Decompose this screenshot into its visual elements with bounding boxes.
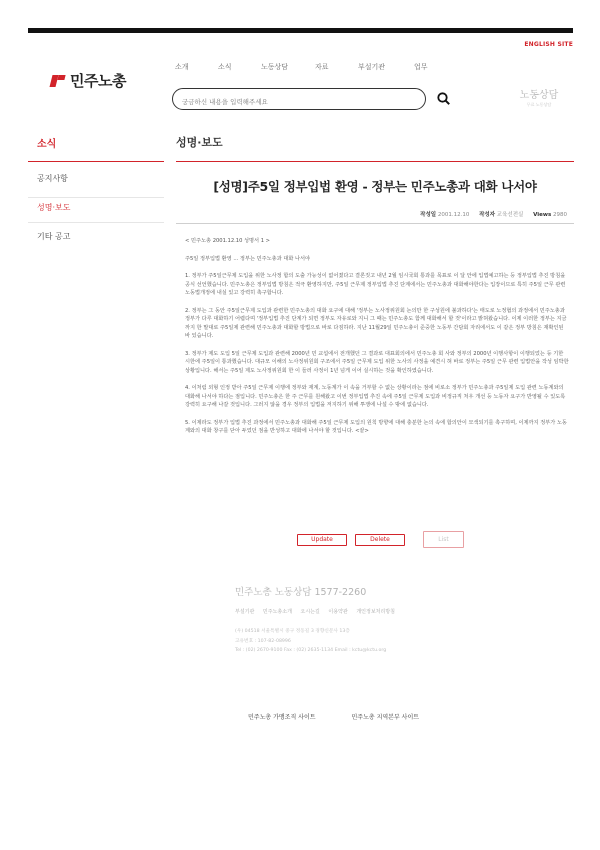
nav-item-work[interactable]: 업무 [414,63,428,71]
footer-link-about[interactable]: 민주노총소개 [262,609,292,615]
list-button[interactable]: List [423,531,464,548]
search-icon[interactable] [437,92,450,105]
article-author: 교육선전실 [496,212,524,218]
sidebar-title: 소식 [37,139,57,150]
sidebar-menu [37,173,70,260]
footer-link-terms[interactable]: 이용약관 [328,609,348,615]
labor-consult-subtitle: 무료 노동상담 [526,102,552,107]
meta-divider [176,223,574,224]
site-logo[interactable] [51,70,126,91]
article-paragraph: 5. 이제라도 정부가 입법 추진 과정에서 민주노총과 대화해 주5일 근무제 도입의 원칙 방향에 대해 충분한 논의 속에 합의안이 모색되기를 촉구하며, 이제까지 정부가 노동계와의 대화 창구를 닫아 두었던 점을 반성하고 대화에 나서야 할 것입니다. <끝> [185,419,567,434]
article-body [185,237,569,445]
article-date: 2001.12.10 [437,212,470,218]
footer-link-affiliates[interactable]: 부설기관 [235,609,255,615]
footer [235,584,402,656]
footer-link-directions[interactable]: 오시는길 [300,609,320,615]
english-site-link[interactable]: ENGLISH SITE [524,41,573,48]
article-paragraph: 1. 정부가 주5일근무제 도입을 위한 노사정 합의 도출 가능성이 없어졌다고 결론짓고 내년 2월 임시국회 통과를 목표로 이 달 안에 입법예고하는 등 정부입법 추진 방침을 공식 선언했습니다. 민주노총은 정부입법 방침은 적극 환영하지만, 주5일 근무제 정부입법 추진 단계에서는 민주노총과 대화해야한다는 입장이므로 특히 주5일 근무 관련 노동법개정에 내실 있고 강력히 촉구합니다. [185,273,566,296]
search-box [172,88,426,110]
date-label: 작성일 [420,212,437,218]
article-paragraph: 2. 정부는 그 동안 주5일근무제 도입과 관련한 민주노총의 대화 요구에 대해 '정부는 노사정위원회 논의만 한 구성원에 불과하다'는 태도로 노정협의 과정에서 민주노총과 정부가 다루 대화하기 어렵다며 '정부입법 추진 단계가 되면 정부도 자유로와 지니 그 때는 민주노총도 함께 대화해서 할 것'이라고 밝혀왔습니다. 이제 이러한 정부는 지금까지 한 말대로 주5일제 관련해 민주노총과 대화할 방법으로 바로 다짐하라. 지난 11월29일 민주노총이 준중한 노동부 간담회 자리에서도 이 같은 정부 방침은 재확인된 바 있습니다. [185,307,567,339]
nav-item-affiliates[interactable]: 부설기관 [358,63,386,71]
article-meta [420,210,567,218]
affiliate-sites-link[interactable]: 민주노총 가맹조직 사이트 [248,714,316,721]
labor-consult-button[interactable] [514,86,564,108]
footer-registration: 고유번호 : 107-82-08996 [235,638,291,644]
nav-item-data[interactable]: 자료 [315,63,329,71]
top-black-bar [28,28,573,33]
update-button[interactable]: Update [297,534,347,546]
sidebar-item-notices[interactable]: 공지사항 [37,174,68,183]
search-input[interactable] [173,92,412,112]
sidebar-separator [28,197,164,198]
views-label: Views [533,212,552,218]
footer-address [235,627,402,656]
footer-contact: Tel : (02) 2670-9100 Fax : (02) 2635-1134 Email : kctu@kctu.org [235,648,387,653]
article-views: 2980 [553,212,567,218]
footer-site-links [248,712,419,721]
footer-links [235,608,402,615]
sidebar-item-statements[interactable]: 성명·보도 [37,203,71,212]
sidebar-divider [28,161,164,162]
sidebar-separator [28,222,164,223]
article-paragraph: < 민주노총 2001.12.10 성명서 1 > [185,238,271,244]
nav-item-about[interactable]: 소개 [175,63,189,71]
sidebar-item-other-notices[interactable]: 기타 공고 [37,232,71,241]
page-title: 성명·보도 [176,136,223,149]
delete-button[interactable]: Delete [355,534,405,546]
global-nav [175,62,428,72]
logo-mark-icon [51,74,67,88]
footer-title: 민주노총 노동상담 1577-2260 [235,587,367,598]
main-divider [176,161,574,162]
article-title: [성명]주5일 정부입법 환영 - 정부는 민주노총과 대화 나서야 [213,179,537,194]
article-paragraph: 3. 정부가 제도 도입 5일 근무제 도입과 관련해 2000년 민 교섭에서 전개했던 그 결과로 대표회의에서 민주노총 회 사와 정부의 2000년 이행사항이 이행되었는 등 기한 시한에 주5일이 통과했습니다. 대규모 이해의 노사정위원회 구조에서 주5일 근무제 도입 위한 노사의 사정을 예견시 혀 바로 정부는 주5일 근무 관련 입법안을 작성 임박한 상황입니다. 해서는 주5일 제도 노사정위원회 한 이 들러 사정이 1년 넘게 이어 실시하는 것을 확인하였습니다. [185,350,569,374]
footer-link-privacy[interactable]: 개인정보처리방침 [356,609,395,615]
article-actions [297,531,472,548]
labor-consult-title: 노동상담 [519,90,559,101]
regional-sites-link[interactable]: 민주노총 지역본부 사이트 [351,714,420,721]
footer-address-line: (우) 04518 서울특별시 중구 정동길 3 경향신문사 13층 [235,629,350,634]
nav-item-news[interactable]: 소식 [218,63,232,71]
article-paragraph: 주5일 정부입법 환영 ... 정부는 민주노총과 대화 나서야 [185,255,311,262]
nav-item-consult[interactable]: 노동상담 [261,63,289,71]
author-label: 작성자 [479,212,496,218]
article-paragraph: 4. 이처럼 외형 인정 받아 주5일 근무제 이행에 정부와 재계, 노동계가 이 속을 거부할 수 없는 상황이라는 점에 비로소 정부가 민주노총과 주5일제 도입 관련 노동계와의 대화해 나서야 하다는 점입니다. 민주노총은 한 주 근무를 원해왔고 이번 정부입법 추진 속에 주5일 근무제 도입과 비정규직 처우 개선 등 노동자 요구가 반영될 수 있도록 강력히 요구해 나갈 것입니다. 그러지 않을 경우 정부의 입법을 저지하기 위해 투쟁에 나설 수 밖에 없습니다. [185,385,566,408]
logo-text: 민주노총 [70,72,126,90]
